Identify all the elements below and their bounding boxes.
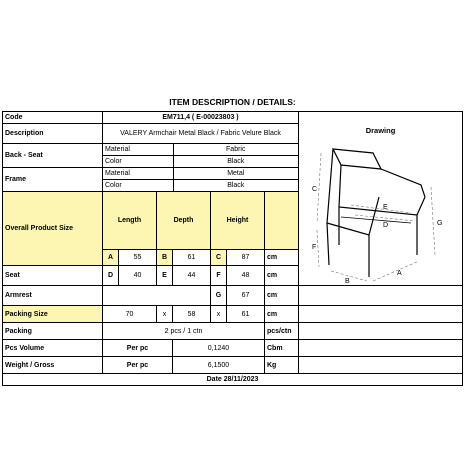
dimension-d-line — [355, 215, 415, 221]
overall-size-label: Overall Product Size — [3, 192, 103, 266]
dim-f-unit: cm — [265, 266, 299, 286]
dimension-a-line — [373, 261, 419, 281]
dim-b-value: 61 — [173, 250, 211, 266]
weight-label: Weight / Gross — [3, 357, 103, 374]
dim-b-letter: B — [157, 250, 173, 266]
packing-unit: pcs/ctn — [265, 323, 299, 340]
weight-row — [3, 357, 463, 374]
packing-value: 2 pcs / 1 ctn — [103, 323, 265, 340]
frame-color: Black — [227, 182, 245, 189]
armrest-row — [3, 286, 463, 306]
dim-g-value: 67 — [227, 286, 265, 306]
description-value: VALERY Armchair Metal Black / Fabric Velure Black — [103, 124, 299, 144]
packing-height: 61 — [227, 306, 265, 323]
weight-value: 6,1500 — [173, 357, 265, 374]
volume-unit: Cbm — [265, 340, 299, 357]
code-label: Code — [3, 112, 103, 124]
packing-label: Packing — [3, 323, 103, 340]
depth-header: Depth — [157, 192, 211, 250]
page-title: ITEM DESCRIPTION / DETAILS: — [169, 97, 296, 107]
code-row — [3, 112, 463, 124]
dim-e-letter: E — [157, 266, 173, 286]
date-row — [3, 374, 463, 386]
chair-seat-edge — [341, 217, 411, 223]
volume-per: Per pc — [103, 340, 173, 357]
height-header: Height — [211, 192, 265, 250]
back-seat-material: Fabric — [173, 144, 298, 156]
weight-unit: Kg — [265, 357, 299, 374]
seat-label: Seat — [3, 266, 103, 286]
volume-row — [3, 340, 463, 357]
packing-size-label: Packing Size — [3, 306, 103, 323]
chair-legs — [327, 207, 417, 277]
dim-g-letter: G — [211, 286, 227, 306]
dim-c-value: 87 — [227, 250, 265, 266]
dim-d-letter: D — [103, 266, 119, 286]
dim-letter-b: B — [344, 278, 350, 285]
chair-arm-rail — [381, 169, 425, 197]
back-seat-material-label: Material — [103, 144, 173, 156]
volume-value: 0,1240 — [173, 340, 265, 357]
dim-g-unit: cm — [265, 286, 299, 306]
volume-label: Pcs Volume — [3, 340, 103, 357]
packing-row — [3, 323, 463, 340]
chair-arm-right — [339, 165, 425, 215]
frame-material: Metal — [173, 168, 298, 180]
dim-a-letter: A — [103, 250, 119, 266]
back-seat-color: Black — [227, 158, 245, 165]
packing-size-row — [3, 306, 463, 323]
dimension-c-line — [317, 153, 321, 223]
length-header: Length — [103, 192, 157, 250]
dim-c-letter: C — [211, 250, 227, 266]
dim-f-value: 48 — [227, 266, 265, 286]
packing-x2: x — [211, 306, 227, 323]
dim-e-value: 44 — [173, 266, 211, 286]
description-label: Description — [3, 124, 103, 144]
code-value: EM711,4 ( E-00023803 ) — [103, 112, 299, 124]
dimension-f-line — [317, 230, 319, 267]
dim-d-value: 40 — [119, 266, 157, 286]
dim-letter-e: E — [382, 204, 388, 211]
dim-a-value: 55 — [119, 250, 157, 266]
chair-drawing — [311, 145, 451, 285]
dimension-g-line — [431, 187, 435, 255]
dim-letter-d: D — [382, 222, 388, 229]
chair-backrest-top — [333, 149, 381, 169]
packing-length: 70 — [103, 306, 157, 323]
packing-depth: 58 — [173, 306, 211, 323]
dim-letter-g: G — [436, 220, 442, 227]
drawing-cell — [299, 112, 463, 286]
frame-label: Frame — [3, 168, 103, 192]
dim-letter-a: A — [396, 270, 402, 277]
back-seat-color-label: Color — [103, 156, 173, 168]
dim-c-unit: cm — [265, 250, 299, 266]
packing-x1: x — [157, 306, 173, 323]
dim-f-letter: F — [211, 266, 227, 286]
dim-letter-c: C — [311, 186, 317, 193]
back-seat-label: Back - Seat — [3, 144, 103, 168]
packing-size-unit: cm — [265, 306, 299, 323]
spec-table — [2, 111, 463, 386]
armrest-label: Armrest — [3, 286, 103, 306]
weight-per: Per pc — [103, 357, 173, 374]
frame-material-label: Material — [103, 168, 173, 180]
date: Date 28/11/2023 — [3, 374, 463, 386]
dim-letter-f: F — [311, 244, 316, 251]
chair-back-front — [327, 149, 379, 235]
drawing-label: Drawing — [365, 126, 396, 135]
frame-color-label: Color — [103, 180, 173, 192]
